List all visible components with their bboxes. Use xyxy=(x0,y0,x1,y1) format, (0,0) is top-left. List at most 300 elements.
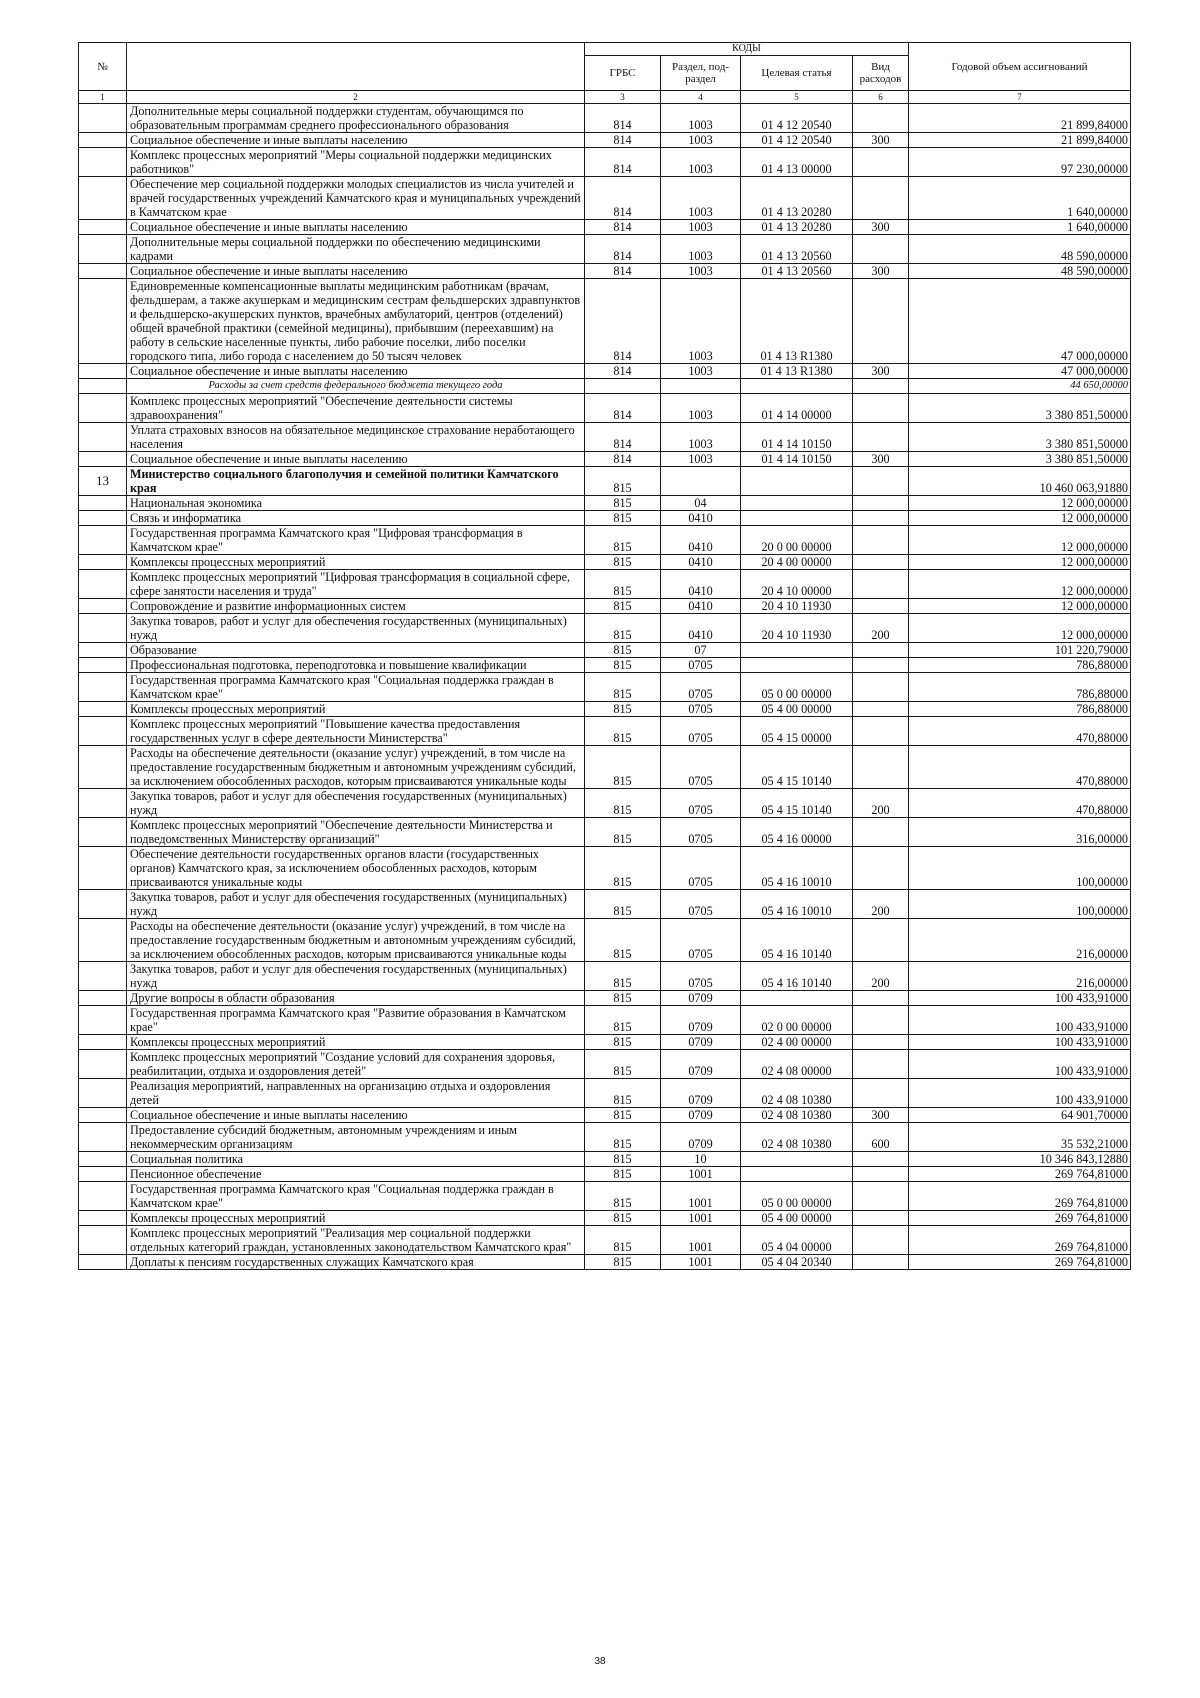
row-number xyxy=(79,570,127,599)
row-grbs-code: 815 xyxy=(585,746,661,789)
row-expense-type: 200 xyxy=(853,890,909,919)
row-description: Единовременные компенсационные выплаты медицинским работникам (врачам, фельдшерам, а также акушеркам и медицинским сестрам фельдшерских здравпунктов и фельдшерско-акушерских пунктов, врачебных амбулаторий, центров (отделений) общей врачебной практики (семейной медицины), прибывшим (переехавшим) на работу в сельские населенные пункты, либо рабочие поселки, либо поселки городского типа, либо города с населением до 50 тысяч человек xyxy=(127,279,585,364)
row-grbs-code: 815 xyxy=(585,1006,661,1035)
row-section-code: 04 xyxy=(661,496,741,511)
row-description: Комплекс процессных мероприятий "Обеспечение деятельности системы здравоохранения" xyxy=(127,394,585,423)
row-number xyxy=(79,1211,127,1226)
row-description: Доплаты к пенсиям государственных служащих Камчатского края xyxy=(127,1255,585,1270)
row-target-code: 01 4 13 R1380 xyxy=(741,279,853,364)
row-description: Закупка товаров, работ и услуг для обеспечения государственных (муниципальных) нужд xyxy=(127,890,585,919)
row-number xyxy=(79,394,127,423)
table-row xyxy=(79,379,1131,394)
row-section-code: 1003 xyxy=(661,235,741,264)
row-amount: 12 000,00000 xyxy=(909,555,1131,570)
row-number xyxy=(79,717,127,746)
table-row xyxy=(79,364,1131,379)
row-expense-type: 300 xyxy=(853,133,909,148)
row-target-code: 05 4 15 10140 xyxy=(741,789,853,818)
row-number xyxy=(79,148,127,177)
row-section-code: 0705 xyxy=(661,658,741,673)
row-target-code: 05 4 04 00000 xyxy=(741,1226,853,1255)
row-target-code: 05 4 16 00000 xyxy=(741,818,853,847)
budget-table-sheet xyxy=(78,42,1130,1270)
row-section-code: 0709 xyxy=(661,1006,741,1035)
row-section-code: 0709 xyxy=(661,1050,741,1079)
table-row xyxy=(79,1182,1131,1211)
row-target-code: 05 4 15 10140 xyxy=(741,746,853,789)
row-section-code: 0709 xyxy=(661,1079,741,1108)
row-amount: 786,88000 xyxy=(909,673,1131,702)
page-number: 38 xyxy=(594,1656,606,1667)
row-amount: 48 590,00000 xyxy=(909,235,1131,264)
row-number xyxy=(79,643,127,658)
row-number xyxy=(79,133,127,148)
row-target-code: 01 4 14 10150 xyxy=(741,452,853,467)
row-grbs-code: 814 xyxy=(585,133,661,148)
row-target-code: 01 4 13 20280 xyxy=(741,177,853,220)
table-row xyxy=(79,1006,1131,1035)
table-row xyxy=(79,890,1131,919)
row-amount: 1 640,00000 xyxy=(909,220,1131,235)
row-section-code: 1003 xyxy=(661,364,741,379)
row-amount: 269 764,81000 xyxy=(909,1167,1131,1182)
row-section-code: 0705 xyxy=(661,702,741,717)
row-section-code: 0709 xyxy=(661,1123,741,1152)
row-number xyxy=(79,1006,127,1035)
row-expense-type xyxy=(853,702,909,717)
row-target-code: 02 4 08 10380 xyxy=(741,1079,853,1108)
row-section-code: 0410 xyxy=(661,526,741,555)
row-grbs-code: 815 xyxy=(585,599,661,614)
row-expense-type xyxy=(853,279,909,364)
row-amount: 12 000,00000 xyxy=(909,526,1131,555)
row-target-code: 01 4 14 00000 xyxy=(741,394,853,423)
row-number xyxy=(79,279,127,364)
row-amount: 3 380 851,50000 xyxy=(909,423,1131,452)
row-expense-type xyxy=(853,1152,909,1167)
row-grbs-code: 815 xyxy=(585,1182,661,1211)
row-amount: 100 433,91000 xyxy=(909,1079,1131,1108)
row-target-code: 01 4 12 20540 xyxy=(741,133,853,148)
row-description: Реализация мероприятий, направленных на организацию отдыха и оздоровления детей xyxy=(127,1079,585,1108)
row-description: Уплата страховых взносов на обязательное медицинское страхование неработающего населения xyxy=(127,423,585,452)
row-number xyxy=(79,526,127,555)
row-number xyxy=(79,104,127,133)
row-number xyxy=(79,919,127,962)
row-description: Государственная программа Камчатского края "Социальная поддержка граждан в Камчатском крае" xyxy=(127,1182,585,1211)
table-row xyxy=(79,1035,1131,1050)
row-section-code: 0705 xyxy=(661,919,741,962)
row-description: Другие вопросы в области образования xyxy=(127,991,585,1006)
row-target-code: 02 4 08 10380 xyxy=(741,1108,853,1123)
row-grbs-code: 815 xyxy=(585,496,661,511)
row-section-code: 1003 xyxy=(661,264,741,279)
row-number xyxy=(79,991,127,1006)
table-row xyxy=(79,279,1131,364)
column-number: 5 xyxy=(741,91,853,104)
row-description: Комплекс процессных мероприятий "Создание условий для сохранения здоровья, реабилитации, отдыха и оздоровления детей" xyxy=(127,1050,585,1079)
row-description: Сопровождение и развитие информационных систем xyxy=(127,599,585,614)
budget-table xyxy=(78,42,1131,1270)
row-target-code xyxy=(741,643,853,658)
row-target-code xyxy=(741,379,853,394)
row-section-code: 0705 xyxy=(661,962,741,991)
row-section-code: 1003 xyxy=(661,423,741,452)
row-description: Закупка товаров, работ и услуг для обеспечения государственных (муниципальных) нужд xyxy=(127,614,585,643)
row-amount: 100 433,91000 xyxy=(909,1035,1131,1050)
row-description: Комплексы процессных мероприятий xyxy=(127,555,585,570)
row-amount: 316,00000 xyxy=(909,818,1131,847)
row-description: Расходы на обеспечение деятельности (оказание услуг) учреждений, в том числе на предоставление государственным бюджетным и автономным учреждениям субсидий, за исключением обособленных расходов, которым присваиваются уникальные коды xyxy=(127,919,585,962)
row-description: Национальная экономика xyxy=(127,496,585,511)
table-row xyxy=(79,133,1131,148)
row-description: Пенсионное обеспечение xyxy=(127,1167,585,1182)
row-section-code: 1003 xyxy=(661,104,741,133)
row-number xyxy=(79,1226,127,1255)
table-row xyxy=(79,570,1131,599)
row-target-code: 01 4 13 00000 xyxy=(741,148,853,177)
row-section-code: 1001 xyxy=(661,1211,741,1226)
row-number xyxy=(79,379,127,394)
table-row xyxy=(79,789,1131,818)
row-section-code: 1001 xyxy=(661,1167,741,1182)
row-number xyxy=(79,702,127,717)
row-amount: 12 000,00000 xyxy=(909,570,1131,599)
row-description: Предоставление субсидий бюджетным, автономным учреждениям и иным некоммерческим организациям xyxy=(127,1123,585,1152)
row-description: Социальное обеспечение и иные выплаты населению xyxy=(127,364,585,379)
row-number xyxy=(79,962,127,991)
row-grbs-code: 814 xyxy=(585,235,661,264)
row-section-code: 07 xyxy=(661,643,741,658)
row-expense-type xyxy=(853,658,909,673)
row-amount: 269 764,81000 xyxy=(909,1226,1131,1255)
row-expense-type xyxy=(853,599,909,614)
row-description: Расходы за счет средств федерального бюджета текущего года xyxy=(127,379,585,394)
row-grbs-code: 815 xyxy=(585,991,661,1006)
row-section-code: 0410 xyxy=(661,555,741,570)
row-section-code xyxy=(661,379,741,394)
row-grbs-code: 815 xyxy=(585,1108,661,1123)
table-row xyxy=(79,526,1131,555)
row-number xyxy=(79,1182,127,1211)
row-number xyxy=(79,847,127,890)
row-section-code: 10 xyxy=(661,1152,741,1167)
row-description: Государственная программа Камчатского края "Развитие образования в Камчатском крае" xyxy=(127,1006,585,1035)
row-expense-type: 300 xyxy=(853,1108,909,1123)
row-number xyxy=(79,1152,127,1167)
row-amount: 12 000,00000 xyxy=(909,496,1131,511)
row-grbs-code: 814 xyxy=(585,364,661,379)
row-description: Комплекс процессных мероприятий "Обеспечение деятельности Министерства и подведомственных Министерству организаций" xyxy=(127,818,585,847)
row-target-code xyxy=(741,1152,853,1167)
row-expense-type: 300 xyxy=(853,220,909,235)
row-target-code: 20 4 10 00000 xyxy=(741,570,853,599)
row-grbs-code: 815 xyxy=(585,1123,661,1152)
column-number: 6 xyxy=(853,91,909,104)
row-number xyxy=(79,658,127,673)
row-expense-type xyxy=(853,467,909,496)
row-section-code: 0410 xyxy=(661,614,741,643)
row-grbs-code: 814 xyxy=(585,148,661,177)
row-section-code: 0410 xyxy=(661,599,741,614)
row-description: Министерство социального благополучия и семейной политики Камчатского края xyxy=(127,467,585,496)
column-number: 2 xyxy=(127,91,585,104)
row-description: Социальное обеспечение и иные выплаты населению xyxy=(127,452,585,467)
table-row xyxy=(79,919,1131,962)
row-description: Образование xyxy=(127,643,585,658)
row-description: Обеспечение мер социальной поддержки молодых специалистов из числа учителей и врачей государственных учреждений Камчатского края и муниципальных учреждений в Камчатском крае xyxy=(127,177,585,220)
row-target-code: 01 4 12 20540 xyxy=(741,104,853,133)
row-description: Расходы на обеспечение деятельности (оказание услуг) учреждений, в том числе на предоставление государственным бюджетным и автономным учреждениям субсидий, за исключением обособленных расходов, которым присваиваются уникальные коды xyxy=(127,746,585,789)
row-target-code: 05 4 15 00000 xyxy=(741,717,853,746)
row-section-code: 1003 xyxy=(661,394,741,423)
row-grbs-code: 814 xyxy=(585,394,661,423)
row-section-code: 1003 xyxy=(661,148,741,177)
row-target-code: 20 0 00 00000 xyxy=(741,526,853,555)
row-expense-type xyxy=(853,177,909,220)
row-expense-type xyxy=(853,673,909,702)
row-description: Социальное обеспечение и иные выплаты населению xyxy=(127,220,585,235)
row-target-code xyxy=(741,511,853,526)
row-grbs-code: 814 xyxy=(585,452,661,467)
table-row xyxy=(79,991,1131,1006)
row-expense-type xyxy=(853,148,909,177)
row-grbs-code: 815 xyxy=(585,962,661,991)
table-row xyxy=(79,467,1131,496)
row-description: Комплекс процессных мероприятий "Меры социальной поддержки медицинских работников" xyxy=(127,148,585,177)
row-amount: 269 764,81000 xyxy=(909,1211,1131,1226)
row-grbs-code: 815 xyxy=(585,673,661,702)
header-amount: Годовой объем ассигнований xyxy=(909,43,1131,91)
row-number xyxy=(79,746,127,789)
row-grbs-code: 815 xyxy=(585,789,661,818)
row-amount: 786,88000 xyxy=(909,658,1131,673)
row-description: Обеспечение деятельности государственных органов власти (государственных органов) Камчатского края, за исключением обособленных расходов, которым присваиваются уникальные коды xyxy=(127,847,585,890)
table-row xyxy=(79,643,1131,658)
row-expense-type xyxy=(853,1255,909,1270)
row-amount: 470,88000 xyxy=(909,789,1131,818)
row-expense-type xyxy=(853,511,909,526)
table-row xyxy=(79,1167,1131,1182)
row-description: Комплексы процессных мероприятий xyxy=(127,1035,585,1050)
row-section-code: 1001 xyxy=(661,1226,741,1255)
row-number xyxy=(79,1167,127,1182)
row-grbs-code: 815 xyxy=(585,1050,661,1079)
row-description: Комплекс процессных мероприятий "Реализация мер социальной поддержки отдельных категорий граждан, установленных законодательством Камчатского края" xyxy=(127,1226,585,1255)
row-target-code: 01 4 14 10150 xyxy=(741,423,853,452)
row-amount: 216,00000 xyxy=(909,962,1131,991)
row-number xyxy=(79,890,127,919)
row-section-code: 0705 xyxy=(661,789,741,818)
row-target-code: 20 4 10 11930 xyxy=(741,614,853,643)
row-amount: 35 532,21000 xyxy=(909,1123,1131,1152)
table-row xyxy=(79,423,1131,452)
row-section-code: 0709 xyxy=(661,1108,741,1123)
row-expense-type: 200 xyxy=(853,962,909,991)
row-number xyxy=(79,1035,127,1050)
table-row xyxy=(79,177,1131,220)
row-target-code: 20 4 10 11930 xyxy=(741,599,853,614)
row-number xyxy=(79,496,127,511)
header-number: № xyxy=(79,43,127,91)
row-target-code: 05 4 16 10010 xyxy=(741,847,853,890)
row-target-code: 05 0 00 00000 xyxy=(741,1182,853,1211)
row-grbs-code: 815 xyxy=(585,818,661,847)
row-number: 13 xyxy=(79,467,127,496)
row-description: Комплекс процессных мероприятий "Повышение качества предоставления государственных услуг в сфере деятельности Министерства" xyxy=(127,717,585,746)
row-number xyxy=(79,235,127,264)
row-amount: 10 460 063,91880 xyxy=(909,467,1131,496)
row-expense-type xyxy=(853,717,909,746)
row-amount: 470,88000 xyxy=(909,746,1131,789)
row-section-code: 0705 xyxy=(661,847,741,890)
row-amount: 269 764,81000 xyxy=(909,1182,1131,1211)
row-number xyxy=(79,423,127,452)
row-expense-type: 200 xyxy=(853,789,909,818)
row-amount: 100 433,91000 xyxy=(909,1050,1131,1079)
row-section-code: 0705 xyxy=(661,673,741,702)
row-number xyxy=(79,673,127,702)
table-body xyxy=(79,104,1131,1270)
row-number xyxy=(79,555,127,570)
table-row xyxy=(79,614,1131,643)
row-expense-type xyxy=(853,423,909,452)
row-description: Социальное обеспечение и иные выплаты населению xyxy=(127,264,585,279)
row-expense-type xyxy=(853,746,909,789)
row-description: Социальное обеспечение и иные выплаты населению xyxy=(127,1108,585,1123)
row-description: Социальное обеспечение и иные выплаты населению xyxy=(127,133,585,148)
row-grbs-code: 815 xyxy=(585,717,661,746)
row-section-code: 0410 xyxy=(661,511,741,526)
row-number xyxy=(79,1123,127,1152)
row-expense-type xyxy=(853,991,909,1006)
row-grbs-code: 815 xyxy=(585,702,661,717)
row-expense-type: 600 xyxy=(853,1123,909,1152)
row-expense-type xyxy=(853,1167,909,1182)
row-expense-type xyxy=(853,394,909,423)
row-expense-type xyxy=(853,1211,909,1226)
row-grbs-code: 814 xyxy=(585,177,661,220)
row-description: Дополнительные меры социальной поддержки по обеспечению медицинскими кадрами xyxy=(127,235,585,264)
table-row xyxy=(79,1123,1131,1152)
table-row xyxy=(79,235,1131,264)
row-target-code: 01 4 13 20280 xyxy=(741,220,853,235)
table-row xyxy=(79,673,1131,702)
row-number xyxy=(79,818,127,847)
row-target-code: 02 4 00 00000 xyxy=(741,1035,853,1050)
row-section-code: 0705 xyxy=(661,717,741,746)
table-row xyxy=(79,264,1131,279)
row-target-code xyxy=(741,1167,853,1182)
row-expense-type xyxy=(853,496,909,511)
row-section-code: 1003 xyxy=(661,452,741,467)
row-expense-type xyxy=(853,1182,909,1211)
row-expense-type: 300 xyxy=(853,364,909,379)
row-amount: 47 000,00000 xyxy=(909,279,1131,364)
row-description: Комплекс процессных мероприятий "Цифровая трансформация в социальной сфере, сфере занятости населения и труда" xyxy=(127,570,585,599)
row-description: Дополнительные меры социальной поддержки студентам, обучающимся по образовательным программам среднего профессионального образования xyxy=(127,104,585,133)
row-target-code: 05 4 04 20340 xyxy=(741,1255,853,1270)
row-expense-type xyxy=(853,643,909,658)
row-description: Социальная политика xyxy=(127,1152,585,1167)
row-number xyxy=(79,220,127,235)
row-expense-type xyxy=(853,1050,909,1079)
row-grbs-code: 814 xyxy=(585,220,661,235)
row-grbs-code: 814 xyxy=(585,279,661,364)
row-grbs-code: 814 xyxy=(585,423,661,452)
table-row xyxy=(79,847,1131,890)
row-grbs-code: 815 xyxy=(585,1255,661,1270)
row-amount: 470,88000 xyxy=(909,717,1131,746)
row-amount: 100,00000 xyxy=(909,890,1131,919)
table-row xyxy=(79,452,1131,467)
row-section-code: 1003 xyxy=(661,220,741,235)
row-section-code: 0705 xyxy=(661,818,741,847)
row-section-code: 1003 xyxy=(661,133,741,148)
row-grbs-code: 815 xyxy=(585,555,661,570)
row-amount: 48 590,00000 xyxy=(909,264,1131,279)
header-grbs: ГРБС xyxy=(585,56,661,91)
row-grbs-code: 815 xyxy=(585,919,661,962)
row-grbs-code: 815 xyxy=(585,1167,661,1182)
row-section-code: 1001 xyxy=(661,1255,741,1270)
table-row xyxy=(79,511,1131,526)
table-row xyxy=(79,1108,1131,1123)
row-target-code: 01 4 13 20560 xyxy=(741,235,853,264)
row-grbs-code: 815 xyxy=(585,1152,661,1167)
row-number xyxy=(79,364,127,379)
row-grbs-code: 815 xyxy=(585,570,661,599)
row-amount: 64 901,70000 xyxy=(909,1108,1131,1123)
row-target-code xyxy=(741,467,853,496)
row-amount: 3 380 851,50000 xyxy=(909,394,1131,423)
row-section-code: 1001 xyxy=(661,1182,741,1211)
row-number xyxy=(79,789,127,818)
row-description: Закупка товаров, работ и услуг для обеспечения государственных (муниципальных) нужд xyxy=(127,789,585,818)
row-expense-type: 300 xyxy=(853,452,909,467)
table-row xyxy=(79,658,1131,673)
row-section-code: 1003 xyxy=(661,177,741,220)
row-grbs-code: 815 xyxy=(585,847,661,890)
row-amount: 12 000,00000 xyxy=(909,599,1131,614)
table-row xyxy=(79,818,1131,847)
row-expense-type xyxy=(853,235,909,264)
row-number xyxy=(79,1108,127,1123)
row-number xyxy=(79,1079,127,1108)
table-row xyxy=(79,599,1131,614)
row-description: Связь и информатика xyxy=(127,511,585,526)
table-row xyxy=(79,394,1131,423)
row-expense-type xyxy=(853,526,909,555)
row-amount: 101 220,79000 xyxy=(909,643,1131,658)
table-row xyxy=(79,962,1131,991)
row-target-code: 05 4 16 10140 xyxy=(741,919,853,962)
row-number xyxy=(79,264,127,279)
row-expense-type: 200 xyxy=(853,614,909,643)
row-grbs-code: 815 xyxy=(585,526,661,555)
table-row xyxy=(79,746,1131,789)
row-expense-type xyxy=(853,847,909,890)
table-row xyxy=(79,717,1131,746)
row-amount: 1 640,00000 xyxy=(909,177,1131,220)
row-description: Профессиональная подготовка, переподготовка и повышение квалификации xyxy=(127,658,585,673)
row-description: Государственная программа Камчатского края "Цифровая трансформация в Камчатском крае" xyxy=(127,526,585,555)
row-amount: 100,00000 xyxy=(909,847,1131,890)
row-amount: 12 000,00000 xyxy=(909,511,1131,526)
table-row xyxy=(79,1211,1131,1226)
row-amount: 21 899,84000 xyxy=(909,133,1131,148)
row-section-code: 1003 xyxy=(661,279,741,364)
